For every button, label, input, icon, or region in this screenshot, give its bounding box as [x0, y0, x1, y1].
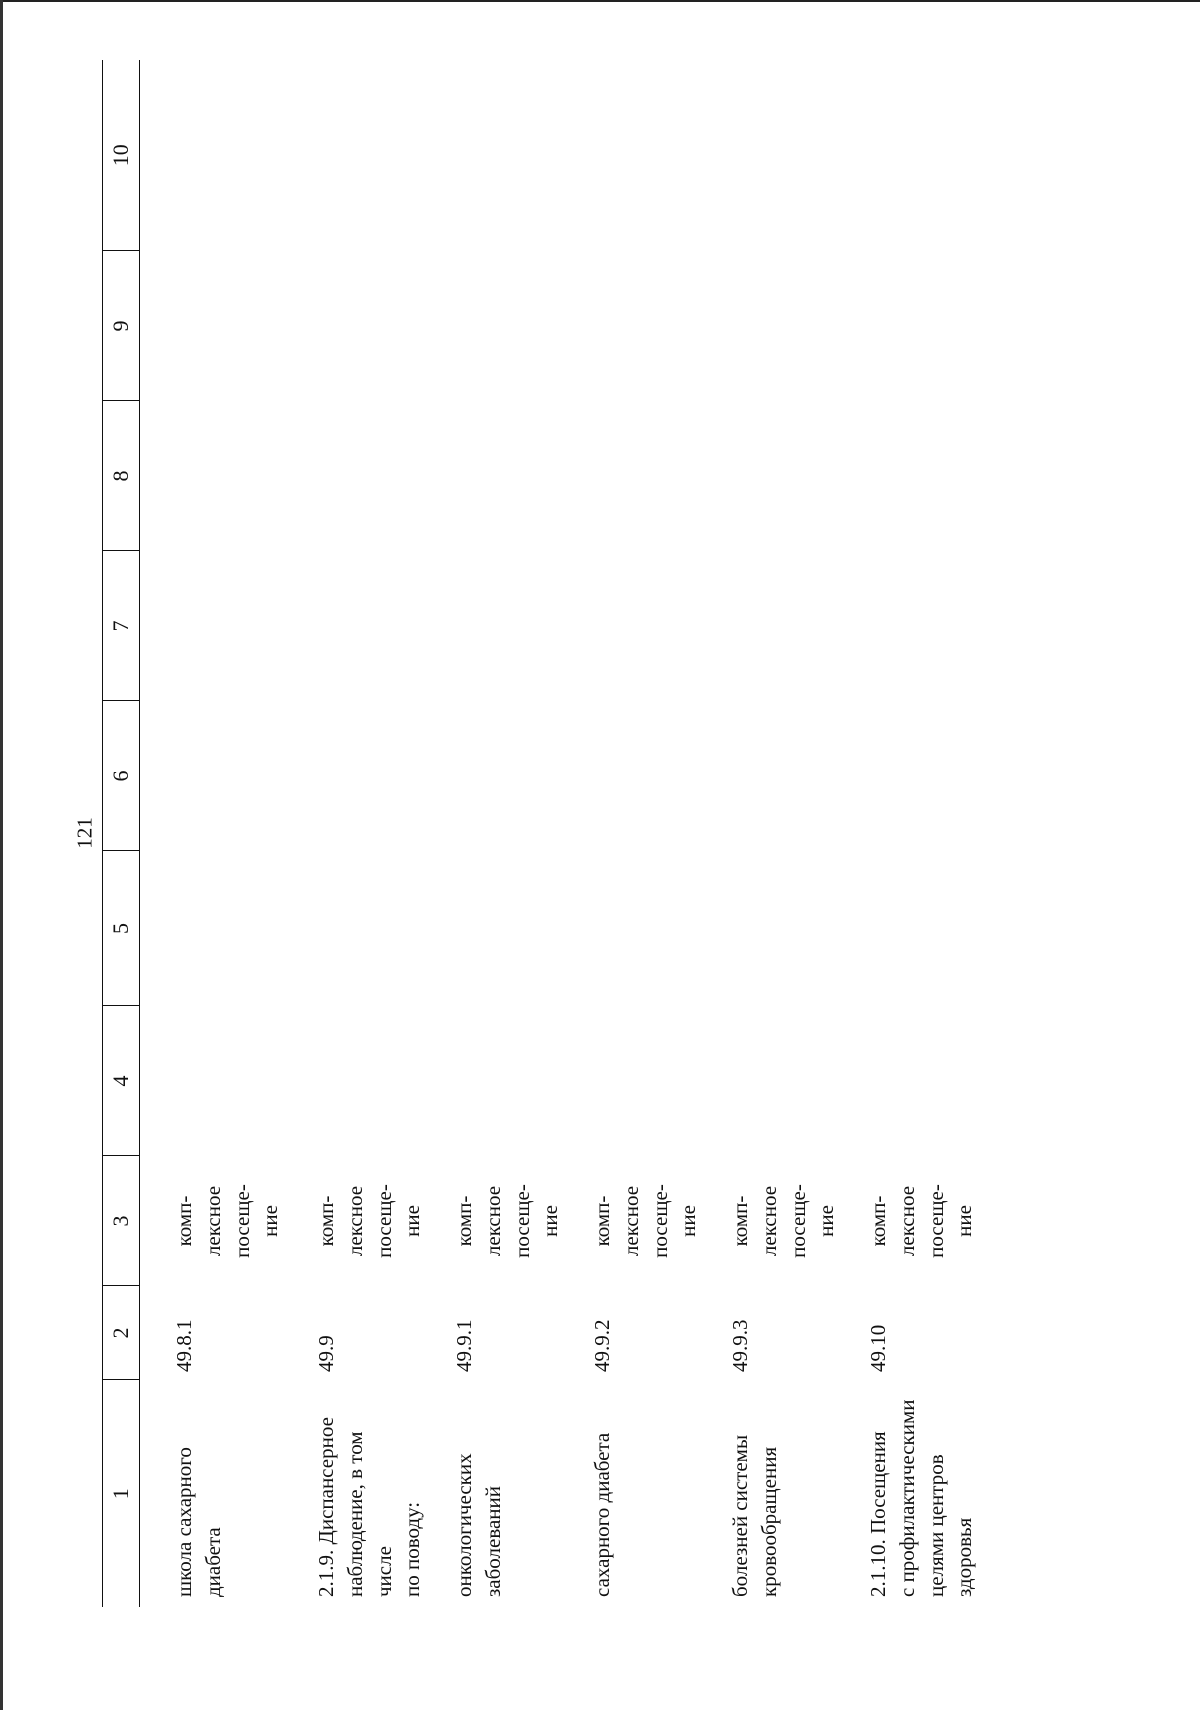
data-table: [102, 60, 988, 1607]
unit-line: ние: [814, 1205, 839, 1237]
column-header-1: 1: [103, 1380, 140, 1607]
unit-line: посеще-: [371, 1184, 396, 1258]
empty-cell: [436, 251, 574, 401]
unit-line: ние: [676, 1205, 701, 1237]
empty-cell: [436, 401, 574, 551]
unit-line: лексное: [618, 1185, 643, 1257]
row-name-line: наблюдение, в том числе: [342, 1431, 396, 1597]
empty-cell: [574, 60, 712, 251]
empty-cell: [574, 701, 712, 851]
empty-cell: [712, 851, 850, 1006]
empty-cell: [574, 851, 712, 1006]
empty-cell: [436, 60, 574, 251]
row-unit-cell: [140, 1156, 299, 1286]
empty-cell: [712, 701, 850, 851]
empty-cell: [712, 251, 850, 401]
row-unit-cell: [436, 1156, 574, 1286]
row-name-cell: [712, 1380, 850, 1607]
empty-cell: [298, 551, 436, 701]
column-header-7: 7: [103, 551, 140, 701]
empty-cell: [574, 551, 712, 701]
rotated-table-container: [102, 60, 1165, 1607]
empty-cell: [436, 551, 574, 701]
empty-cell: [436, 1006, 574, 1156]
scan-edge-left: [0, 0, 3, 1710]
row-name-line: 2.1.9. Диспансерное: [314, 1417, 338, 1597]
empty-cell: [436, 701, 574, 851]
unit-line: комп-: [172, 1195, 196, 1247]
unit-line: комп-: [866, 1195, 890, 1247]
unit-line: комп-: [314, 1195, 338, 1247]
empty-cell: [850, 851, 988, 1006]
empty-cell: [140, 1006, 299, 1156]
column-header-2: 2: [103, 1286, 140, 1380]
row-name-line: кровообращения: [756, 1446, 781, 1597]
row-code-cell: 49.8.1: [172, 1319, 196, 1372]
empty-cell: [574, 1006, 712, 1156]
table-row: [574, 60, 712, 1607]
unit-line: лексное: [480, 1185, 505, 1257]
table-row: [298, 60, 436, 1607]
unit-line: лексное: [342, 1185, 367, 1257]
row-unit-cell: [298, 1156, 436, 1286]
row-name-line: школа сахарного диабета: [172, 1447, 225, 1597]
unit-line: посеще-: [785, 1184, 810, 1258]
row-name-line: целями центров здоровья: [923, 1454, 977, 1597]
row-name-cell: [140, 1380, 299, 1607]
unit-line: посеще-: [647, 1184, 672, 1258]
empty-cell: [140, 401, 299, 551]
row-name-cell: [436, 1380, 574, 1607]
row-name-line: заболеваний: [480, 1486, 505, 1597]
unit-line: лексное: [200, 1185, 225, 1257]
unit-line: ние: [952, 1205, 977, 1237]
row-code-cell: 49.9.2: [590, 1319, 614, 1372]
row-name-cell: [574, 1380, 712, 1607]
unit-line: ние: [538, 1205, 563, 1237]
empty-cell: [850, 701, 988, 851]
unit-line: ние: [400, 1205, 425, 1237]
empty-cell: [574, 251, 712, 401]
unit-line: посеще-: [923, 1184, 948, 1258]
column-header-8: 8: [103, 401, 140, 551]
column-header-10: 10: [103, 60, 140, 251]
empty-cell: [712, 551, 850, 701]
empty-cell: [298, 851, 436, 1006]
empty-cell: [850, 401, 988, 551]
empty-cell: [298, 251, 436, 401]
unit-line: посеще-: [229, 1184, 254, 1258]
empty-cell: [850, 60, 988, 251]
empty-cell: [298, 401, 436, 551]
unit-line: комп-: [728, 1195, 752, 1247]
column-header-9: 9: [103, 251, 140, 401]
table-row: [712, 60, 850, 1607]
empty-cell: [850, 551, 988, 701]
empty-cell: [298, 1006, 436, 1156]
empty-cell: [850, 251, 988, 401]
unit-line: посеще-: [509, 1184, 534, 1258]
empty-cell: [712, 60, 850, 251]
empty-cell: [140, 551, 299, 701]
row-name-line: сахарного диабета: [590, 1432, 614, 1597]
column-header-4: 4: [103, 1006, 140, 1156]
table-header-row: [103, 60, 140, 1607]
table-row: [140, 60, 299, 1607]
row-unit-cell: [850, 1156, 988, 1286]
unit-line: лексное: [756, 1185, 781, 1257]
row-name-line: онкологических: [452, 1453, 476, 1597]
empty-cell: [850, 1006, 988, 1156]
empty-cell: [298, 701, 436, 851]
row-unit-cell: [712, 1156, 850, 1286]
table-row: [850, 60, 988, 1607]
empty-cell: [140, 251, 299, 401]
row-code-cell: 49.10: [866, 1324, 890, 1372]
empty-cell: [712, 401, 850, 551]
row-code-cell: 49.9.3: [728, 1319, 752, 1372]
empty-cell: [574, 401, 712, 551]
row-name-cell: [298, 1380, 436, 1607]
row-name-line: болезней системы: [728, 1434, 752, 1597]
empty-cell: [436, 851, 574, 1006]
unit-line: комп-: [590, 1195, 614, 1247]
unit-line: ние: [258, 1205, 283, 1237]
row-name-line: 2.1.10. Посещения: [866, 1431, 890, 1597]
page-number-text: 121: [72, 817, 97, 849]
column-header-5: 5: [103, 851, 140, 1006]
row-unit-cell: [574, 1156, 712, 1286]
row-code-cell: 49.9.1: [452, 1319, 476, 1372]
row-name-cell: [850, 1380, 988, 1607]
empty-cell: [140, 60, 299, 251]
unit-line: комп-: [452, 1195, 476, 1247]
table-row: [436, 60, 574, 1607]
empty-cell: [712, 1006, 850, 1156]
column-header-3: 3: [103, 1156, 140, 1286]
unit-line: лексное: [894, 1185, 919, 1257]
column-header-6: 6: [103, 701, 140, 851]
row-name-line: с профилактическими: [894, 1399, 919, 1597]
row-code-cell: 49.9: [314, 1335, 338, 1372]
scan-edge-top: [0, 0, 1200, 2]
empty-cell: [298, 60, 436, 251]
empty-cell: [140, 701, 299, 851]
row-name-line: по поводу:: [400, 1501, 425, 1597]
empty-cell: [140, 851, 299, 1006]
